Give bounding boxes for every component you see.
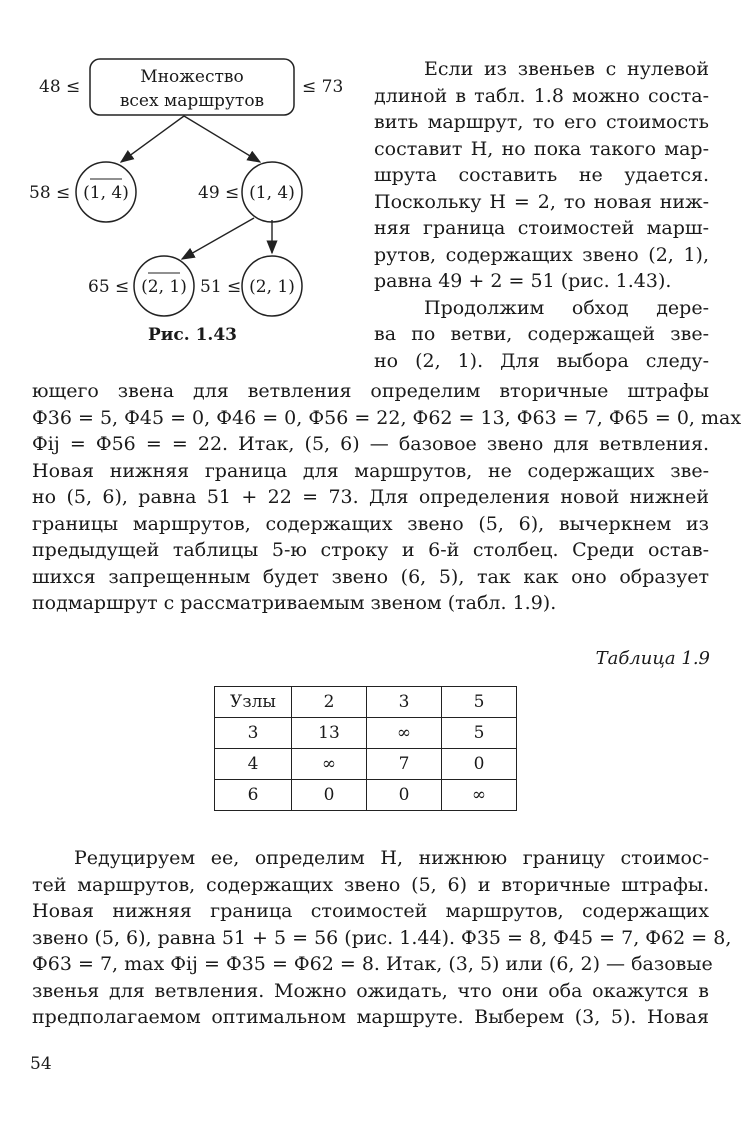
node-d-label: (2, 1) — [249, 277, 295, 297]
text-line: шрута составить не удается. — [374, 164, 709, 186]
text-line: звенья для ветвления. Можно ожидать, что они оба окажутся в — [32, 979, 709, 1002]
text-line: Ф36 = 5, Ф45 = 0, Ф46 = 0, Ф56 = 22, Ф62 = 13, Ф63 = 7, Ф65 = 0, max — [32, 406, 742, 429]
table-header-cell: Узлы — [215, 687, 292, 718]
text-line: но (2, 1). Для выбора следу- — [374, 349, 709, 372]
text-line: Редуцируем ее, определим H, нижнюю границу стоимос- — [74, 847, 709, 869]
root-node-label-2: всех маршрутов — [119, 91, 265, 111]
figure-caption: Рис. 1.43 — [148, 325, 237, 345]
node-d-bound: 51 ≤ — [200, 277, 242, 297]
edge-root-left — [121, 116, 184, 162]
table-header-cell: 2 — [292, 687, 367, 718]
paragraph-2 — [32, 845, 732, 1031]
node-c-label: (2, 1) — [141, 277, 187, 297]
text-line: составит H, но пока такого мар- — [374, 137, 709, 160]
table-cell: ∞ — [292, 749, 367, 780]
table-cell: 0 — [367, 780, 442, 811]
text-line: Поскольку H = 2, то новая ниж- — [374, 190, 709, 213]
node-a-bound: 58 ≤ — [29, 183, 71, 203]
text-line: предыдущей таблицы 5-ю строку и 6-й столбец. Среди остав- — [32, 539, 709, 561]
table-row — [215, 749, 517, 780]
text-line: тей маршрутов, содержащих звено (5, 6) и вторичные штрафы. — [32, 873, 709, 896]
text-line: предполагаемом оптимальном маршруте. Выберем (3, 5). Новая — [32, 1006, 709, 1028]
text-line: Если из звеньев с нулевой — [424, 58, 709, 80]
root-lower-bound: 48 ≤ — [39, 77, 81, 97]
table-cell: 6 — [215, 780, 292, 811]
text-line: шихся запрещенным будет звено (6, 5), так как оно образует — [32, 565, 709, 588]
text-line: ющего звена для ветвления определим вторичные штрафы — [32, 380, 709, 402]
text-line: длиной в табл. 1.8 можно соста- — [374, 84, 709, 107]
text-line: подмаршрут с рассматриваемым звеном (табл. 1.9). — [32, 592, 557, 614]
table-cell: ∞ — [442, 780, 517, 811]
table-row — [215, 718, 517, 749]
edge-right-leftchild — [182, 218, 254, 259]
table-cell: 0 — [442, 749, 517, 780]
table-cell: 13 — [292, 718, 367, 749]
text-line: звено (5, 6), равна 51 + 5 = 56 (рис. 1.44). Ф35 = 8, Ф45 = 7, Ф62 = 8, — [32, 926, 732, 949]
table-cell: 7 — [367, 749, 442, 780]
text-line: границы маршрутов, содержащих звено (5, 6), вычеркнем из — [32, 512, 709, 535]
table-caption: Таблица 1.9 — [595, 648, 710, 669]
table-header-row — [215, 687, 517, 718]
node-b-bound: 49 ≤ — [198, 183, 240, 203]
paragraph-1 — [32, 378, 742, 617]
text-line: Фij = Ф56 = = 22. Итак, (5, 6) — базовое звено для ветвления. — [32, 433, 709, 455]
root-upper-bound: ≤ 73 — [302, 77, 344, 97]
text-line: рутов, содержащих звено (2, 1), — [374, 243, 709, 266]
tree-figure — [24, 50, 364, 355]
text-line: равна 49 + 2 = 51 (рис. 1.43). — [374, 270, 672, 292]
table-cell: 0 — [292, 780, 367, 811]
text-line: но (5, 6), равна 51 + 22 = 73. Для определения новой нижней — [32, 486, 709, 508]
node-b-label: (1, 4) — [249, 183, 295, 203]
text-line: Ф63 = 7, max Фij = Ф35 = Ф62 = 8. Итак, (3, 5) или (6, 2) — базовые — [32, 953, 713, 975]
table-header-cell: 3 — [367, 687, 442, 718]
edge-root-right — [184, 116, 260, 162]
data-table — [214, 686, 517, 811]
table-row — [215, 780, 517, 811]
node-c-bound: 65 ≤ — [88, 277, 130, 297]
root-node-label-1: Множество — [140, 67, 244, 87]
table-header-cell: 5 — [442, 687, 517, 718]
text-line: Новая нижняя граница для маршрутов, не содержащих зве- — [32, 459, 709, 482]
text-line: ва по ветви, содержащей зве- — [374, 323, 709, 345]
text-line: вить маршрут, то его стоимость — [374, 111, 709, 133]
node-a-label: (1, 4) — [83, 183, 129, 203]
right-column-text — [374, 56, 709, 374]
table-cell: 4 — [215, 749, 292, 780]
text-line: Новая нижняя граница стоимостей маршрутов, содержащих — [32, 900, 709, 922]
text-line: Продолжим обход дере- — [424, 296, 709, 319]
text-line: няя граница стоимостей марш- — [374, 217, 709, 239]
table-cell: 3 — [215, 718, 292, 749]
table-cell: ∞ — [367, 718, 442, 749]
page-number: 54 — [30, 1054, 52, 1074]
tree-diagram — [24, 50, 364, 350]
table-cell: 5 — [442, 718, 517, 749]
